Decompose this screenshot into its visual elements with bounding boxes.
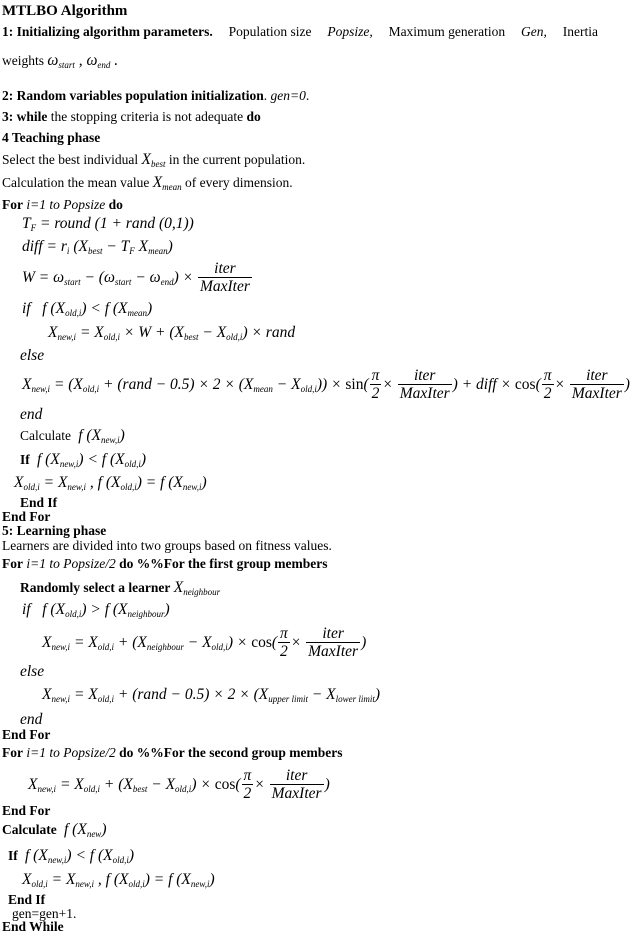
step1-t1: Population size [228,24,312,39]
step3-do: do [246,109,261,124]
learn-endfor1: End For [2,727,51,742]
step4-for-range: i=1 to Popsize [26,197,106,212]
learn-if2-kw: If [8,848,18,863]
learn-for2-kw: For [2,745,23,760]
x-neighbour-symbol: $X_{neighbour}$ [173,579,221,597]
step3-text: the stopping criteria is not adequate [50,109,244,124]
teach-endfor: End For [2,509,51,524]
learn-calculate-line [2,822,106,839]
step2-label: 2: Random variables population initialization [2,88,264,103]
equation-learn-update: $X_{old,i} = X_{new,i}$ , f $(X_{old,i}) = f$ $(X_{new,i})$ [22,871,215,889]
step1-label: Initializing algorithm parameters. [16,24,213,39]
learn-select-line [20,580,220,597]
end-while: End While [2,919,64,934]
step4-mean-b: of every dimension. [185,175,293,190]
equation-teach-update: $X_{old,i} = X_{new,i}$ , f $(X_{old,i}) = f$ $(X_{new,i})$ [14,474,207,492]
step1-t4: weights [2,53,44,68]
step2-line: 2: Random variables population initialization. gen=0. [2,88,310,103]
learn-select: Randomly select a learner [20,580,171,595]
step1-gen: Gen, [521,24,547,39]
x-best-symbol: $X_{best}$ [141,151,166,169]
step4-mean-line [2,175,293,192]
f-xnew: f $(X_{new,i})$ [74,427,125,445]
equation-tf: $T_F$ = round (1 + rand (0,1)) [22,215,194,233]
step1-weights-line [2,53,118,70]
learn-for2-comment: do %%For the second group members [119,745,343,760]
teach-if2-kw: If [20,452,30,467]
step1-t2: Maximum generation [388,24,506,39]
teach-end: end [20,406,43,423]
step1-num: 1: [2,24,14,39]
step2-gen0: gen=0 [270,88,306,103]
step1-line [2,25,598,39]
step4-select-b: in the current population. [168,152,306,167]
equation-xnew-teacher-2: $X_{new,i} = (X_{old,i}$ + (rand − $0.5) \times 2 \times (X_{mean} - X_{old,i})) \times \sin$( $\frac{\pi}{2}$ × $\frac{\text{iter}}{\text{MaxIter}}$ ) + diff × cos( $\frac{\pi}{2}$ × $\frac{\text{iter}}{\text{MaxIter}}$ ) [22,367,630,403]
step1-t3: Inertia [562,24,598,39]
teach-if2-line [20,452,146,469]
learn-if2-line [8,848,134,865]
learn-if: if f $(X_{old,i}) > f$ $(X_{neighbour})$ [22,601,170,619]
step4-select-line [2,152,305,169]
step4-select-a: Select the best individual [2,152,139,167]
x-mean-symbol: $X_{mean}$ [152,174,182,192]
equation-xnew-learner-2: $X_{new,i} = X_{old,i}$ + (rand − $0.5) \times 2 \times (X_{upper limit} - X_{lower limit})$ [42,686,381,704]
learn-for2-range: i=1 to Popsize/2 [26,745,116,760]
step4-do-kw: do [108,197,123,212]
step5-desc: Learners are divided into two groups based on fitness values. [2,538,332,553]
step4-label: 4 Teaching phase [2,130,101,145]
learn-calculate: Calculate [2,822,57,837]
step4-for-line [2,198,123,212]
teach-endif: End If [20,495,58,510]
gen-update: gen=gen+1. [12,906,77,921]
step3-line [2,110,261,124]
teach-if2-cond: f $(X_{new,i}) < f$ $(X_{old,i})$ [33,451,147,469]
learn-endif: End If [8,892,46,907]
equation-xnew-teacher-1: $X_{new,i} = X_{old,i} \times W + (X_{best} - X_{old,i})$ × rand [48,324,296,342]
teach-if-kw: if [22,300,31,317]
equation-xnew-learner-1: $X_{new,i} = X_{old,i} + (X_{neighbour} - X_{old,i}) \times \cos$( $\frac{\pi}{2}$ × $\frac{\text{iter}}{\text{MaxIter}}$ ) [42,625,367,661]
f-xnew-learn: f $(X_{new})$ [60,821,107,839]
step1-popsize: Popsize, [327,24,373,39]
learn-for1-line [2,557,327,571]
learn-end: end [20,711,43,728]
teach-calculate: Calculate [20,428,71,443]
page-title: MTLBO Algorithm [2,3,128,19]
step4-for-kw: For [2,197,23,212]
equation-w: $W = \omega_{start} - (\omega_{start} - \omega_{end})$ × $\frac{\text{iter}}{\text{MaxIter}}$ [22,260,250,296]
learn-endfor2: End For [2,803,51,818]
equation-diff: diff = $r_i$ ($X_{best} - T_F$ $X_{mean}$) [22,238,173,256]
teach-else: else [20,347,45,364]
teach-if: if f $(X_{old,i}) < f$ $(X_{mean})$ [22,300,153,318]
learn-if-kw: if [22,601,31,618]
step5-label: 5: Learning phase [2,523,107,538]
learn-for2-line [2,746,342,760]
equation-xnew-learner-3: $X_{new,i} = X_{old,i} + (X_{best} - X_{old,i}) \times \cos$( $\frac{\pi}{2}$ × $\frac{\text{iter}}{\text{MaxIter}}$ ) [28,767,330,803]
learn-else: else [20,663,45,680]
learn-if2-cond: f $(X_{new,i}) < f$ $(X_{old,i})$ [21,847,135,865]
step4-mean-a: Calculation the mean value [2,175,150,190]
learn-for1-range: i=1 to Popsize/2 [26,556,116,571]
step3-while: 3: while [2,109,48,124]
learn-for1-kw: For [2,556,23,571]
inertia-weights: $\omega_{start}$ , $\omega_{end}$ . [47,52,119,70]
learn-for1-comment: do %%For the first group members [119,556,328,571]
teach-calculate-line [20,428,125,445]
